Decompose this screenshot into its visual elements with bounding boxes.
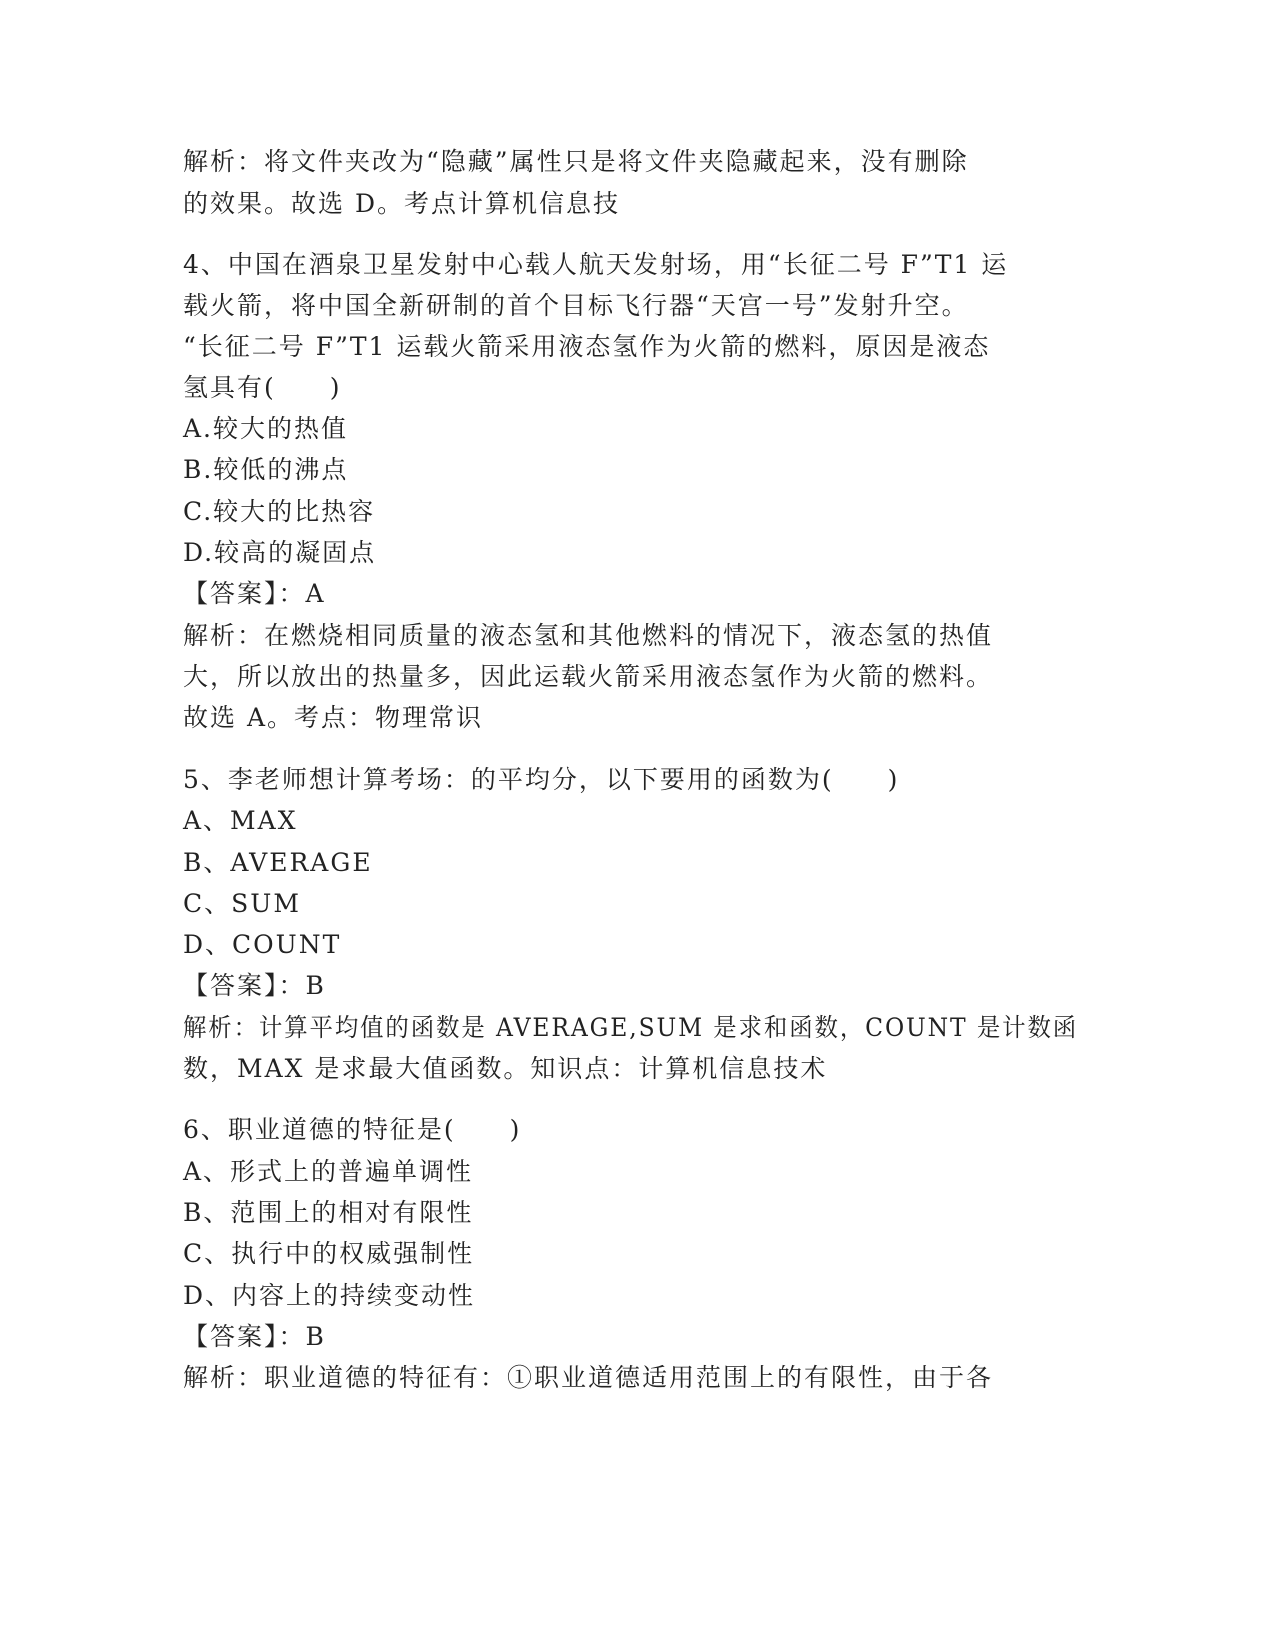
q4-explanation-line-2: 大，所以放出的热量多，因此运载火箭采用液态氢作为火箭的燃料。 [183,662,994,691]
q5-question-line-1: 5、李老师想计算考场：的平均分，以下要用的函数为( ) [183,765,900,794]
q6-option-c: C、执行中的权威强制性 [183,1239,475,1268]
q5-option-b: B、AVERAGE [183,848,373,877]
q4-question-line-3: “长征二号 F”T1 运载火箭采用液态氢作为火箭的燃料，原因是液态 [183,332,991,361]
q4-option-c: C.较大的比热容 [183,497,376,526]
q6-explanation-line-1: 解析：职业道德的特征有：①职业道德适用范围上的有限性，由于各 [183,1363,994,1392]
q4-explanation-line-3: 故选 A。考点：物理常识 [183,703,484,732]
document-page [183,0,1083,1650]
prev-explanation-line-1: 解析：将文件夹改为“隐藏”属性只是将文件夹隐藏起来，没有删除 [183,147,969,176]
q6-option-a: A、形式上的普遍单调性 [183,1157,474,1186]
q5-explanation-line-2: 数，MAX 是求最大值函数。知识点：计算机信息技术 [183,1054,828,1083]
q4-explanation-line-1: 解析：在燃烧相同质量的液态氢和其他燃料的情况下，液态氢的热值 [183,621,994,650]
q4-question-line-4: 氢具有( ) [183,373,342,402]
q4-option-a: A.较大的热值 [183,414,349,443]
q5-answer: 【答案】：B [183,971,326,1000]
q4-answer: 【答案】：A [183,579,326,608]
q5-explanation-line-1: 解析：计算平均值的函数是 AVERAGE,SUM 是求和函数，COUNT 是计数函 [183,1013,1079,1042]
q4-question-line-2: 载火箭，将中国全新研制的首个目标飞行器“天宫一号”发射升空。 [183,291,969,320]
q5-option-c: C、SUM [183,889,301,918]
q6-question-line-1: 6、职业道德的特征是( ) [183,1115,522,1144]
q4-question-line-1: 4、中国在酒泉卫星发射中心载人航天发射场，用“长征二号 F”T1 运 [183,250,1009,279]
q5-option-a: A、MAX [183,806,298,835]
q6-answer: 【答案】：B [183,1322,326,1351]
q4-option-b: B.较低的沸点 [183,455,349,484]
prev-explanation-line-2: 的效果。故选 D。考点计算机信息技 [183,189,620,218]
q4-option-d: D.较高的凝固点 [183,538,377,567]
q6-option-b: B、范围上的相对有限性 [183,1198,474,1227]
q6-option-d: D、内容上的持续变动性 [183,1281,476,1310]
q5-option-d: D、COUNT [183,930,342,959]
